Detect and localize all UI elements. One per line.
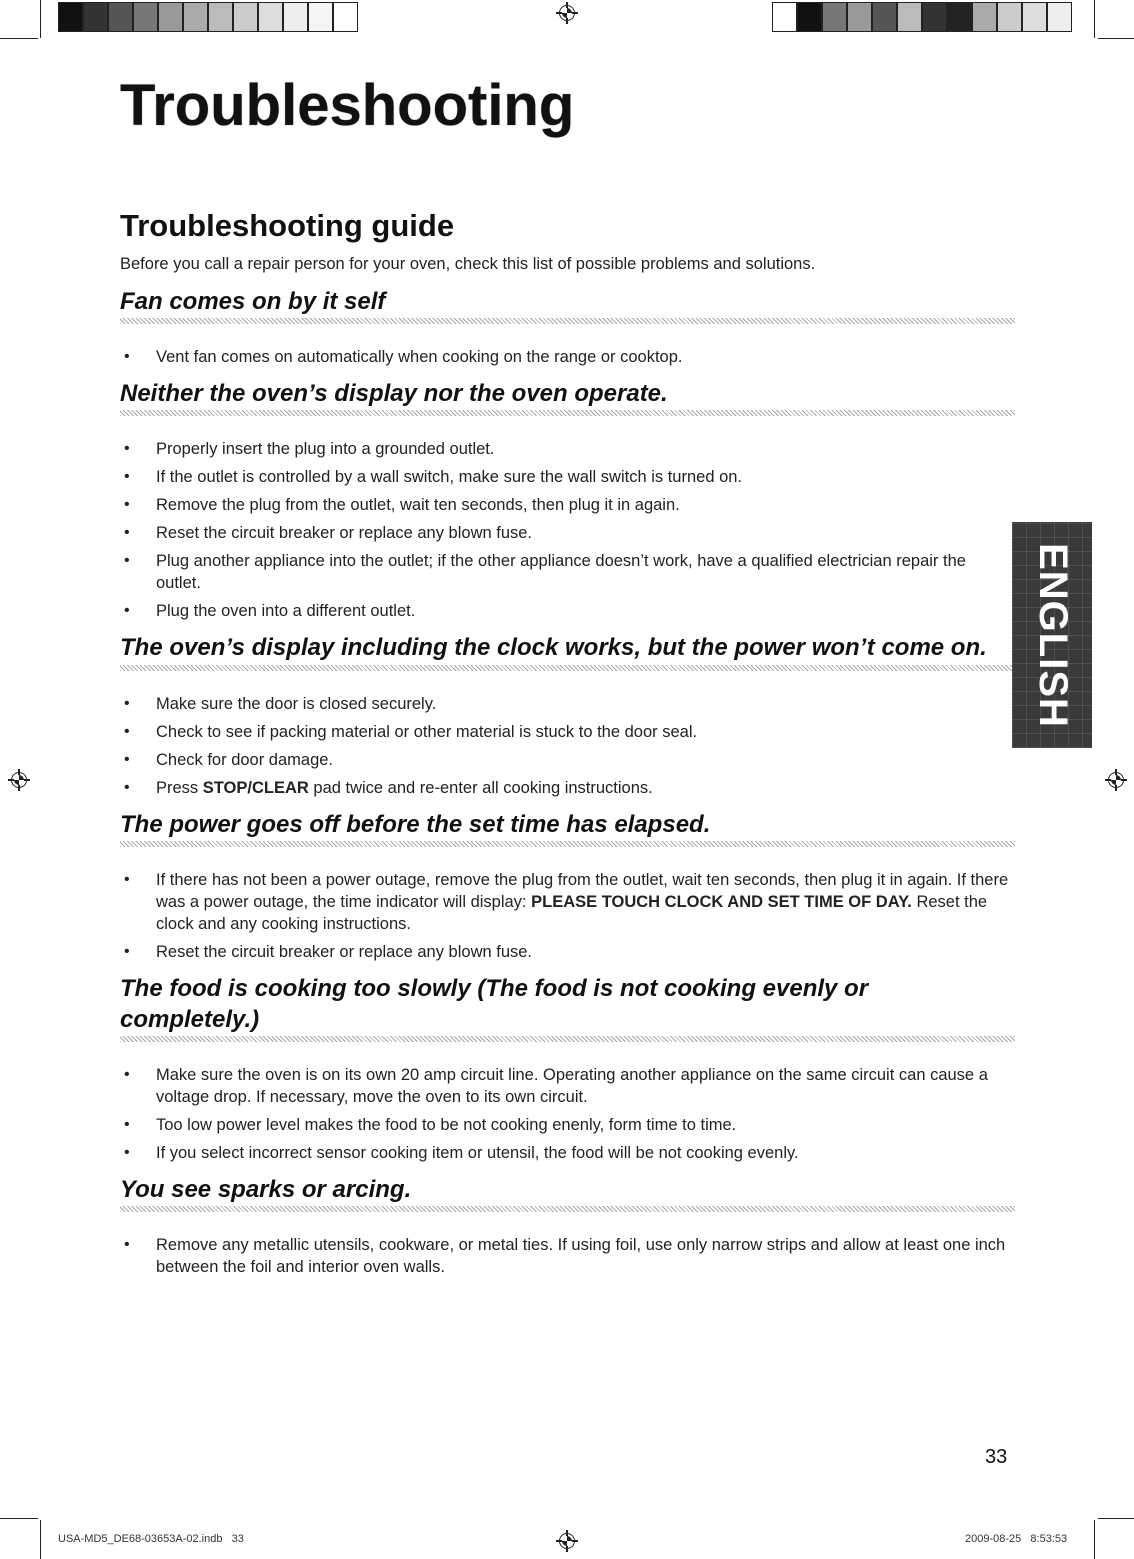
solution-text: Check to see if packing material or other material is stuck to the door seal.	[156, 722, 698, 741]
solution-item	[120, 522, 1011, 544]
problem-heading: Fan comes on by it self	[120, 288, 386, 315]
problem-heading: The power goes off before the set time has elapsed.	[120, 810, 711, 838]
solution-text: pad twice and re-enter all cooking instructions.	[308, 778, 653, 797]
bullet-icon: •	[124, 1066, 130, 1084]
heading-rule	[120, 410, 1015, 416]
problem-section	[120, 809, 1015, 963]
solution-list	[120, 346, 1015, 368]
bullet-icon: •	[124, 440, 130, 458]
solution-item	[120, 749, 1011, 771]
solution-text: Plug another appliance into the outlet; if the other appliance doesn’t work, have a qualified electrician repair the outlet.	[156, 552, 966, 593]
page-number: 33	[985, 1446, 1008, 1468]
crop-mark-top-right-v	[1094, 0, 1095, 38]
bullet-icon: •	[124, 870, 130, 888]
registration-target-icon	[1105, 769, 1127, 791]
solution-text: If the outlet is controlled by a wall switch, make sure the wall switch is turned on.	[156, 468, 743, 487]
registration-strip-right	[772, 2, 1072, 34]
problem-heading: The food is cooking too slowly (The food is not cooking evenly or completely.)	[120, 974, 869, 1033]
heading-rule	[120, 1036, 1015, 1042]
crop-mark-top-right-h	[1098, 38, 1134, 39]
footer-timestamp: 2009-08-25 8:53:53	[965, 1533, 1068, 1545]
problem-heading: Neither the oven’s display nor the oven operate.	[120, 380, 668, 408]
solution-text: Plug the oven into a different outlet.	[156, 602, 416, 621]
bullet-icon: •	[124, 348, 130, 366]
heading-rule	[120, 318, 1015, 324]
emphasis-text: STOP/CLEAR	[202, 778, 309, 797]
heading-rule	[120, 665, 1015, 671]
solution-item	[120, 1234, 1011, 1278]
solution-text: Vent fan comes on automatically when cooking on the range or cooktop.	[156, 348, 683, 367]
crop-mark-bottom-right-v	[1094, 1520, 1095, 1559]
solution-item	[120, 777, 1011, 799]
solution-item	[120, 693, 1011, 715]
solution-text: If you select incorrect sensor cooking item or utensil, the food will be not cooking evenly.	[156, 1144, 799, 1163]
bullet-icon: •	[124, 524, 130, 542]
heading-rule	[120, 1206, 1015, 1212]
solution-text: Properly insert the plug into a grounded outlet.	[156, 440, 495, 459]
intro-text: Before you call a repair person for your oven, check this list of possible problems and solutions.	[120, 255, 816, 273]
bullet-icon: •	[124, 552, 130, 570]
crop-mark-bottom-right-h	[1098, 1518, 1134, 1519]
solution-item	[120, 550, 1011, 594]
solution-text: Reset the circuit breaker or replace any blown fuse.	[156, 524, 533, 543]
problem-section	[120, 286, 1015, 368]
solution-item	[120, 869, 1011, 935]
bullet-icon: •	[124, 602, 130, 620]
bullet-icon: •	[124, 750, 130, 768]
crop-mark-top-left-v	[40, 0, 41, 38]
crop-mark-bottom-left-h	[0, 1518, 38, 1519]
bullet-icon: •	[124, 722, 130, 740]
registration-target-icon	[556, 1530, 578, 1552]
solution-item	[120, 346, 1011, 368]
language-tab-label: ENGLISH	[1030, 542, 1075, 728]
problem-heading: The oven’s display including the clock works, but the power won’t come on.	[120, 634, 987, 662]
footer-file-info: USA-MD5_DE68-03653A-02.indb 33	[58, 1533, 244, 1545]
emphasis-text: PLEASE TOUCH CLOCK AND SET TIME OF DAY.	[531, 892, 912, 911]
solution-text: Reset the clock and any cooking instructions.	[156, 892, 988, 933]
solution-item	[120, 1142, 1011, 1164]
solution-text: Make sure the oven is on its own 20 amp circuit line. Operating another appliance on the same circuit can cause a voltage drop. If necessary, move the oven to its own circuit.	[156, 1066, 988, 1107]
solution-list	[120, 1064, 1015, 1164]
solution-list	[120, 693, 1015, 799]
solution-item	[120, 438, 1011, 460]
bullet-icon: •	[124, 1116, 130, 1134]
problem-section	[120, 632, 1015, 798]
solution-item	[120, 466, 1011, 488]
troubleshooting-list	[120, 286, 1015, 1288]
problem-section	[120, 1174, 1015, 1278]
solution-text: Too low power level makes the food to be not cooking enenly, form time to time.	[156, 1116, 737, 1135]
bullet-icon: •	[124, 1144, 130, 1162]
crop-mark-bottom-left-v	[40, 1520, 41, 1559]
solution-list	[120, 438, 1015, 622]
solution-text: Make sure the door is closed securely.	[156, 694, 437, 713]
bullet-icon: •	[124, 468, 130, 486]
problem-section	[120, 973, 1015, 1164]
problem-section	[120, 378, 1015, 622]
registration-target-icon	[556, 2, 578, 24]
solution-text: Remove any metallic utensils, cookware, or metal ties. If using foil, use only narrow strips and allow at least one inch between the foil and interior oven walls.	[156, 1236, 1006, 1277]
solution-item	[120, 1114, 1011, 1136]
registration-target-icon	[8, 769, 30, 791]
solution-text: Remove the plug from the outlet, wait ten seconds, then plug it in again.	[156, 496, 680, 515]
solution-item	[120, 1064, 1011, 1108]
solution-text: Press	[156, 778, 203, 797]
solution-item	[120, 721, 1011, 743]
problem-heading: You see sparks or arcing.	[120, 1176, 412, 1204]
registration-strip-left	[58, 2, 358, 34]
solution-text: If there has not been a power outage, remove the plug from the outlet, wait ten seconds, then plug it in again. If there was a power outage, the time indicator will display:	[156, 870, 1009, 911]
heading-rule	[120, 841, 1015, 847]
bullet-icon: •	[124, 496, 130, 514]
solution-list	[120, 1234, 1015, 1278]
bullet-icon: •	[124, 942, 130, 960]
solution-item	[120, 941, 1011, 963]
bullet-icon: •	[124, 1236, 130, 1254]
page-title: Troubleshooting	[120, 73, 575, 138]
crop-mark-top-left-h	[0, 38, 38, 39]
solution-item	[120, 600, 1011, 622]
solution-text: Reset the circuit breaker or replace any blown fuse.	[156, 942, 533, 961]
solution-item	[120, 494, 1011, 516]
bullet-icon: •	[124, 694, 130, 712]
section-title: Troubleshooting guide	[120, 208, 455, 243]
solution-list	[120, 869, 1015, 963]
solution-text: Check for door damage.	[156, 750, 334, 769]
bullet-icon: •	[124, 778, 130, 796]
